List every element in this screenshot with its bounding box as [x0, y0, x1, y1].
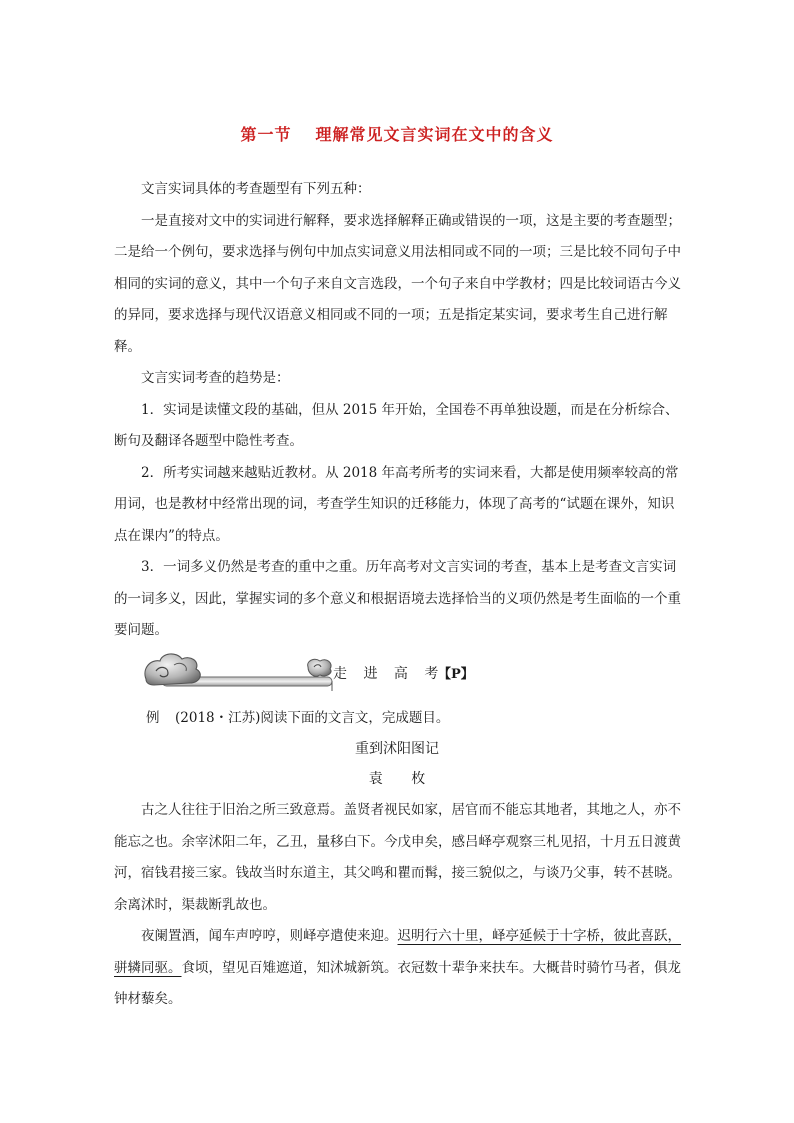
intro-section — [114, 174, 684, 647]
passage-title: 重到沭阳图记 — [355, 741, 439, 757]
trend-item-2: 2．所考实词越来越贴近教材。从 2018 年高考所考的实词来看，大都是使用频率较高的常用词，也是教材中经常出现的词，考查学生知识的迁移能力，体现了高考的“试题在课外，知识点在课内”的特点。 — [114, 464, 679, 544]
trend-item-1: 1．实词是读懂文段的基础，但从 2015 年开始，全国卷不再单独设题，而是在分析综合、断句及翻译各题型中隐性考查。 — [114, 401, 679, 449]
passage-author: 袁 枚 — [368, 771, 438, 787]
passage-p2-start: 夜阑置酒，闻车声哼哼，则峄亭遣使来迎。 — [141, 928, 398, 944]
section-heading: 理解常见文言实词在文中的含义 — [315, 125, 554, 144]
section-number: 第一节 — [240, 125, 292, 144]
intro-lead: 文言实词具体的考查题型有下列五种： — [141, 181, 371, 197]
example-text: (2018・江苏)阅读下面的文言文，完成题目。 — [175, 710, 450, 726]
passage-p2-end: 食顷，望见百雉遮道，知沭城新筑。衣冠数十辈争来扶车。大概昔时骑竹马者，俱龙钟材藜矣。 — [114, 959, 681, 1007]
underlined-sentence: 迟明行六十里，峄亭延候于十字桥，彼此喜跃，骈辚同驱。 — [114, 928, 681, 976]
passage-paragraph-2 — [114, 921, 684, 1016]
banner-tag: 【P】 — [438, 667, 474, 682]
example-line — [146, 706, 449, 726]
passage-paragraph-1: 古之人往往于旧治之所三致意焉。盖贤者视民如家，居官而不能忘其地者，其地之人，亦不能忘之也。余宰沭阳二年，乙丑，量移白下。今戊申矣，感吕峄亭观察三札见招，十月五日渡黄河，宿钱君接三家。钱故当时东道主，其父鸣和瞿而髯，接三貌似之，与谈乃父事，转不甚晓。余离沭时，渠裁断乳故也。 — [114, 802, 681, 913]
trend-lead: 文言实词考查的趋势是： — [141, 370, 290, 386]
example-label: 例 — [146, 710, 160, 726]
intro-types: 一是直接对文中的实词进行解释，要求选择解释正确或错误的一项，这是主要的考查题型；二是给一个例句，要求选择与例句中加点实词意义用法相同或不同的一项；三是比较不同句子中相同的实词的意义，其中一个句子来自文言选段，一个句子来自中学教材；四是比较词语古今义的异同，要求选择与现代汉语意义相同或不同的一项；五是指定某实词，要求考生自己进行解释。 — [114, 212, 681, 355]
passage-body — [114, 795, 684, 1016]
banner-title: 走 进 高 考 — [333, 666, 445, 682]
trend-item-3: 3．一词多义仍然是考查的重中之重。历年高考对文言实词的考查，基本上是考查文言实词的一词多义，因此，掌握实词的多个意义和根据语境去选择恰当的义项仍然是考生面临的一个重要问题。 — [114, 559, 681, 638]
section-banner — [140, 651, 500, 697]
section-title — [0, 122, 794, 145]
